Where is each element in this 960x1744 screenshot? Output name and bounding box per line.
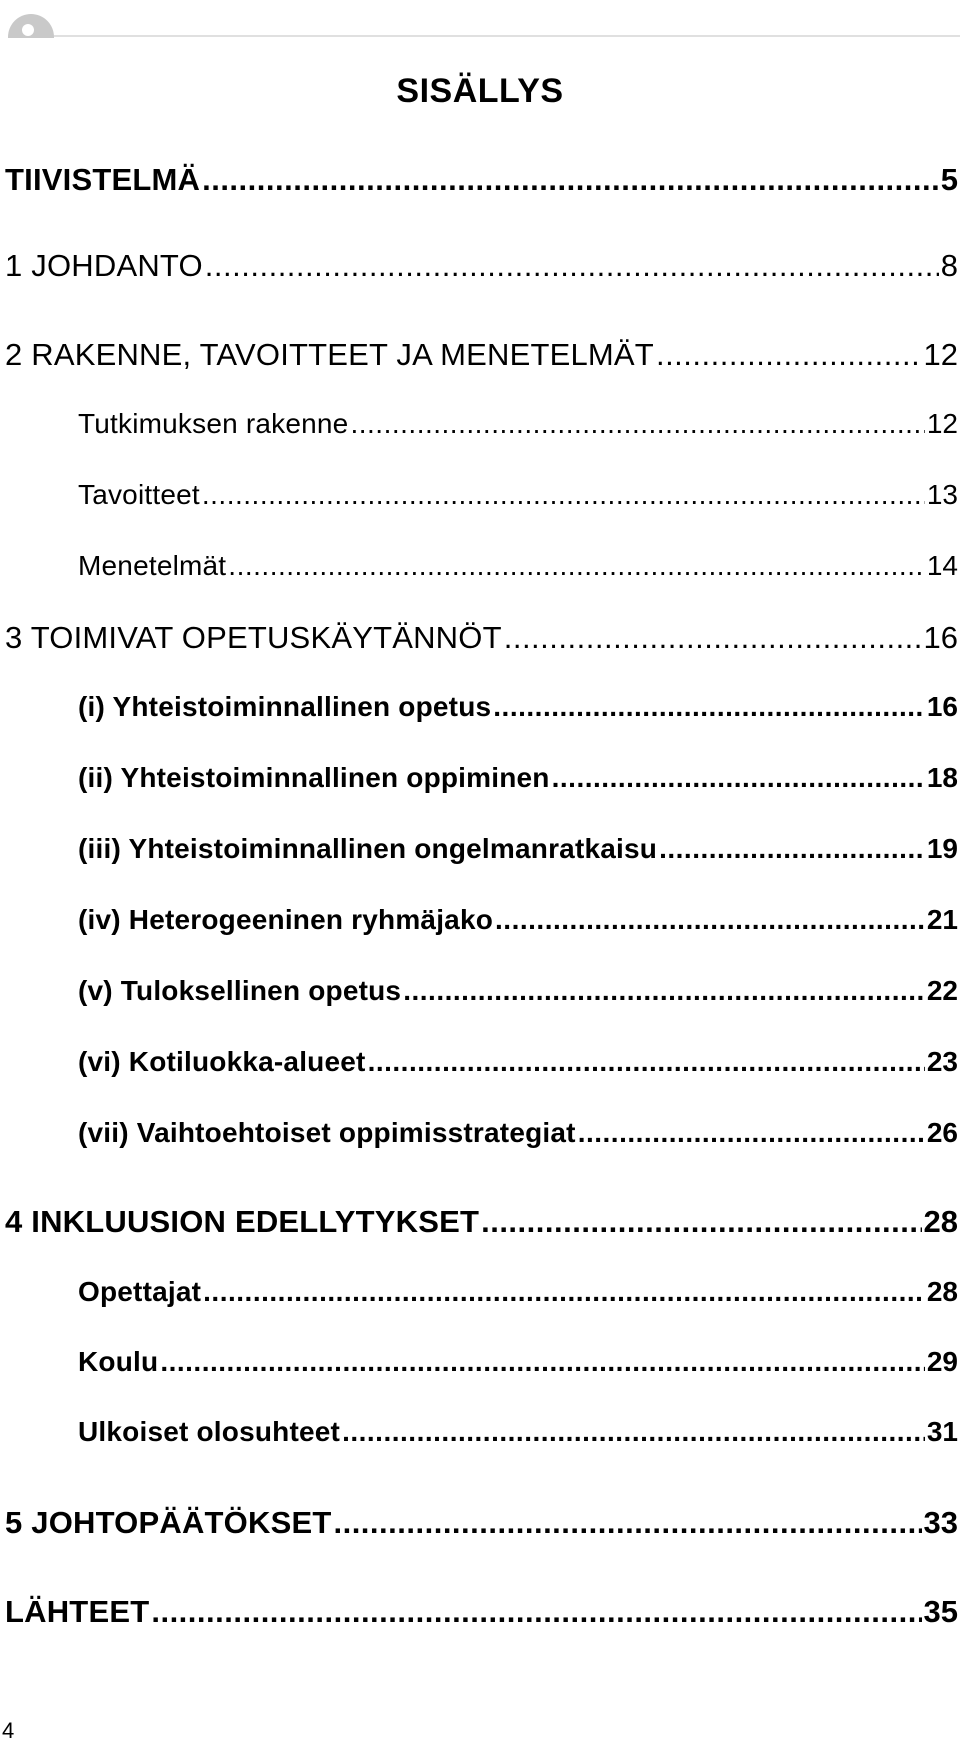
toc-entry-page: 28	[926, 1276, 958, 1307]
toc-entry-tiivistelma[interactable]	[5, 162, 958, 202]
page-number: 4	[2, 1718, 15, 1743]
toc-entry-inkluusion-edellytykset[interactable]	[5, 1204, 958, 1244]
toc-leader-dots	[203, 1276, 925, 1308]
toc-leader-dots	[342, 1416, 925, 1448]
toc-entry-page: 29	[926, 1346, 958, 1377]
toc-entry-lahteet[interactable]	[5, 1594, 958, 1634]
toc-leader-dots	[495, 904, 925, 936]
toc-entry-label: Opettajat	[78, 1276, 202, 1307]
toc-entry-label: TIIVISTELMÄ	[5, 162, 201, 197]
toc-leader-dots	[578, 1117, 925, 1149]
toc-entry-label: 5 JOHTOPÄÄTÖKSET	[5, 1505, 332, 1540]
toc-entry-page: 14	[926, 550, 958, 581]
toc-entry-label: 2 RAKENNE, TAVOITTEET JA MENETELMÄT	[5, 337, 654, 372]
toc-entry-page: 12	[926, 408, 958, 439]
toc-entry-yhteistoiminnallinen-oppiminen[interactable]	[78, 762, 958, 802]
toc-entry-page: 21	[926, 904, 958, 935]
toc-leader-dots	[205, 248, 939, 284]
toc-entry-label: Ulkoiset olosuhteet	[78, 1416, 341, 1447]
corner-logo-hole	[22, 24, 34, 36]
toc-entry-page: 13	[926, 479, 958, 510]
toc-entry-label: Koulu	[78, 1346, 159, 1377]
toc-leader-dots	[403, 975, 925, 1007]
toc-entry-page: 23	[926, 1046, 958, 1077]
toc-leader-dots	[552, 762, 925, 794]
toc-entry-label: Tutkimuksen rakenne	[78, 408, 349, 439]
toc-leader-dots	[368, 1046, 925, 1078]
toc-entry-menetelmat[interactable]	[78, 550, 958, 590]
toc-entry-johdanto[interactable]	[5, 248, 958, 288]
toc-entry-label: (vii) Vaihtoehtoiset oppimisstrategiat	[78, 1117, 576, 1148]
toc-entry-page: 26	[926, 1117, 958, 1148]
toc-entry-kotiluokka-alueet[interactable]	[78, 1046, 958, 1086]
toc-entry-rakenne[interactable]	[5, 337, 958, 377]
toc-entry-yhteistoiminnallinen-ongelmanratkaisu[interactable]	[78, 833, 958, 873]
toc-entry-page: 18	[926, 762, 958, 793]
toc-entry-tutkimuksen-rakenne[interactable]	[78, 408, 958, 448]
toc-entry-toimivat-opetuskaytannot[interactable]	[5, 620, 958, 660]
toc-entry-tavoitteet[interactable]	[78, 479, 958, 519]
toc-entry-johtopaatokset[interactable]	[5, 1505, 958, 1545]
toc-entry-yhteistoiminnallinen-opetus[interactable]	[78, 691, 958, 731]
toc-entry-label: (vi) Kotiluokka-alueet	[78, 1046, 366, 1077]
header-rule	[54, 35, 960, 37]
toc-entry-label: (i) Yhteistoiminnallinen opetus	[78, 691, 492, 722]
toc-entry-heterogeeninen-ryhmajako[interactable]	[78, 904, 958, 944]
toc-entry-page: 16	[926, 691, 958, 722]
toc-leader-dots	[481, 1204, 921, 1240]
toc-leader-dots	[160, 1346, 925, 1378]
toc-entry-opettajat[interactable]	[78, 1276, 958, 1316]
toc-entry-page: 33	[923, 1505, 958, 1540]
toc-entry-page: 8	[940, 248, 958, 283]
toc-entry-koulu[interactable]	[78, 1346, 958, 1386]
toc-entry-page: 5	[940, 162, 958, 197]
toc-entry-page: 12	[923, 337, 958, 372]
toc-leader-dots	[228, 550, 925, 582]
toc-entry-page: 28	[923, 1204, 958, 1239]
page-title: SISÄLLYS	[396, 72, 564, 110]
toc-leader-dots	[493, 691, 925, 723]
toc-entry-label: 4 INKLUUSION EDELLYTYKSET	[5, 1204, 480, 1239]
toc-leader-dots	[202, 479, 925, 511]
toc-entry-page: 35	[923, 1594, 958, 1629]
toc-leader-dots	[350, 408, 924, 440]
toc-entry-label: 3 TOIMIVAT OPETUSKÄYTÄNNÖT	[5, 620, 502, 655]
corner-logo-icon	[8, 14, 54, 38]
toc-entry-label: LÄHTEET	[5, 1594, 150, 1629]
toc-leader-dots	[659, 833, 925, 865]
toc-leader-dots	[333, 1505, 921, 1541]
toc-entry-label: 1 JOHDANTO	[5, 248, 203, 283]
toc-entry-page: 16	[923, 620, 958, 655]
toc-entry-page: 22	[926, 975, 958, 1006]
toc-leader-dots	[202, 162, 939, 198]
toc-entry-label: (iii) Yhteistoiminnallinen ongelmanratkaisu	[78, 833, 658, 864]
toc-entry-label: (iv) Heterogeeninen ryhmäjako	[78, 904, 494, 935]
toc-leader-dots	[151, 1594, 921, 1630]
toc-entry-vaihtoehtoiset-oppimisstrategiat[interactable]	[78, 1117, 958, 1157]
toc-entry-page: 31	[926, 1416, 958, 1447]
toc-entry-label: (ii) Yhteistoiminnallinen oppiminen	[78, 762, 550, 793]
toc-entry-label: Tavoitteet	[78, 479, 200, 510]
toc-entry-label: Menetelmät	[78, 550, 227, 581]
toc-entry-page: 19	[926, 833, 958, 864]
toc-leader-dots	[656, 337, 922, 373]
toc-entry-ulkoiset-olosuhteet[interactable]	[78, 1416, 958, 1456]
toc-entry-label: (v) Tuloksellinen opetus	[78, 975, 402, 1006]
toc-leader-dots	[504, 620, 922, 656]
toc-entry-tuloksellinen-opetus[interactable]	[78, 975, 958, 1015]
